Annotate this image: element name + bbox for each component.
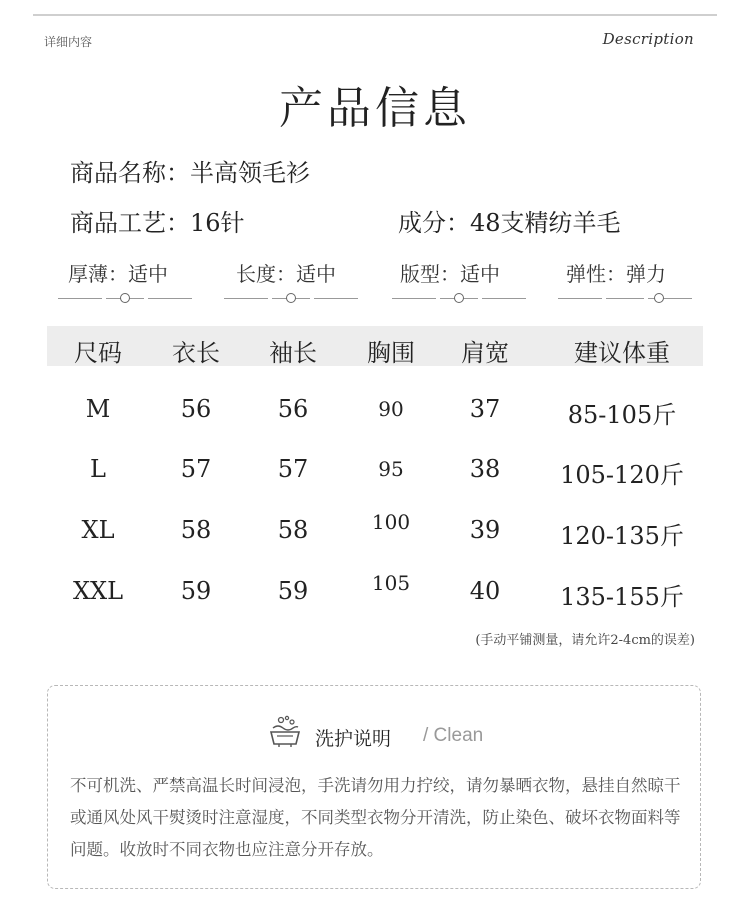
table-cell: 105 [371,571,411,595]
attr-length: 长度：适中 [236,262,336,286]
elasticity-scale [558,296,692,302]
scale-line [558,298,692,299]
scale-gap [310,296,314,302]
table-cell: 135-155斤 [560,583,684,611]
table-cell: 120-135斤 [560,522,684,550]
table-cell: 58 [277,516,309,544]
product-material: 成分：48支精纺羊毛 [398,209,621,237]
table-header-cell: 衣长 [172,339,220,367]
scale-gap [144,296,148,302]
table-cell: 56 [277,395,309,423]
table-cell: 85-105斤 [567,401,677,429]
section-label: 详细内容 [44,35,93,49]
scale-gap [436,296,440,302]
scale-gap [268,296,272,302]
scale-gap [102,296,106,302]
care-instructions: 不可机洗、严禁高温长时间浸泡，手洗请勿用力拧绞，请勿暴晒衣物，悬挂自然晾干或通风处风干熨烫时注意湿度，不同类型衣物分开清洗，防止染色、破坏衣物面料等问题。收放时不同衣物也应注意分开存放。 [70,776,681,859]
measurement-note: (手动平铺测量，请允许2-4cm的误差) [475,633,695,648]
table-header-cell: 袖长 [269,339,317,367]
scale-level-dot [286,293,296,303]
care-title: 洗护说明 [315,728,392,750]
product-name: 商品名称：半高领毛衫 [70,159,310,187]
section-label-en: Description [602,30,694,48]
table-header-cell: 胸围 [367,339,415,367]
table-cell: 57 [180,455,212,483]
wash-basin-icon [268,714,302,750]
table-cell: XL [81,516,115,544]
table-header-cell: 建议体重 [574,339,670,367]
scale-level-dot [454,293,464,303]
top-divider [33,14,717,16]
table-cell: 57 [277,455,309,483]
table-cell: 58 [180,516,212,544]
scale-level-dot [654,293,664,303]
table-cell: 105-120斤 [560,461,684,489]
scale-gap [602,296,606,302]
table-cell: M [85,395,111,423]
scale-level-dot [120,293,130,303]
page-title: 产品信息 [279,83,471,134]
table-cell: 59 [277,577,309,605]
attr-fit: 版型：适中 [400,262,500,286]
scale-gap [644,296,648,302]
attr-thickness: 厚薄：适中 [68,262,168,286]
table-cell: 39 [469,516,501,544]
table-cell: 95 [378,457,404,481]
table-cell: 56 [180,395,212,423]
table-cell: XXL [72,577,124,605]
table-cell: L [90,455,106,483]
thickness-scale [58,296,192,302]
table-header-cell: 肩宽 [461,339,509,367]
table-cell: 90 [378,397,404,421]
fit-scale [392,296,526,302]
table-header-cell: 尺码 [74,339,122,367]
table-cell: 100 [371,510,411,534]
table-cell: 40 [469,577,501,605]
table-cell: 38 [469,455,501,483]
care-subtitle: / Clean [423,725,484,746]
product-craft: 商品工艺：16针 [70,209,245,237]
table-cell: 59 [180,577,212,605]
attr-elasticity: 弹性：弹力 [566,262,666,286]
scale-gap [478,296,482,302]
table-cell: 37 [469,395,501,423]
length-scale [224,296,358,302]
